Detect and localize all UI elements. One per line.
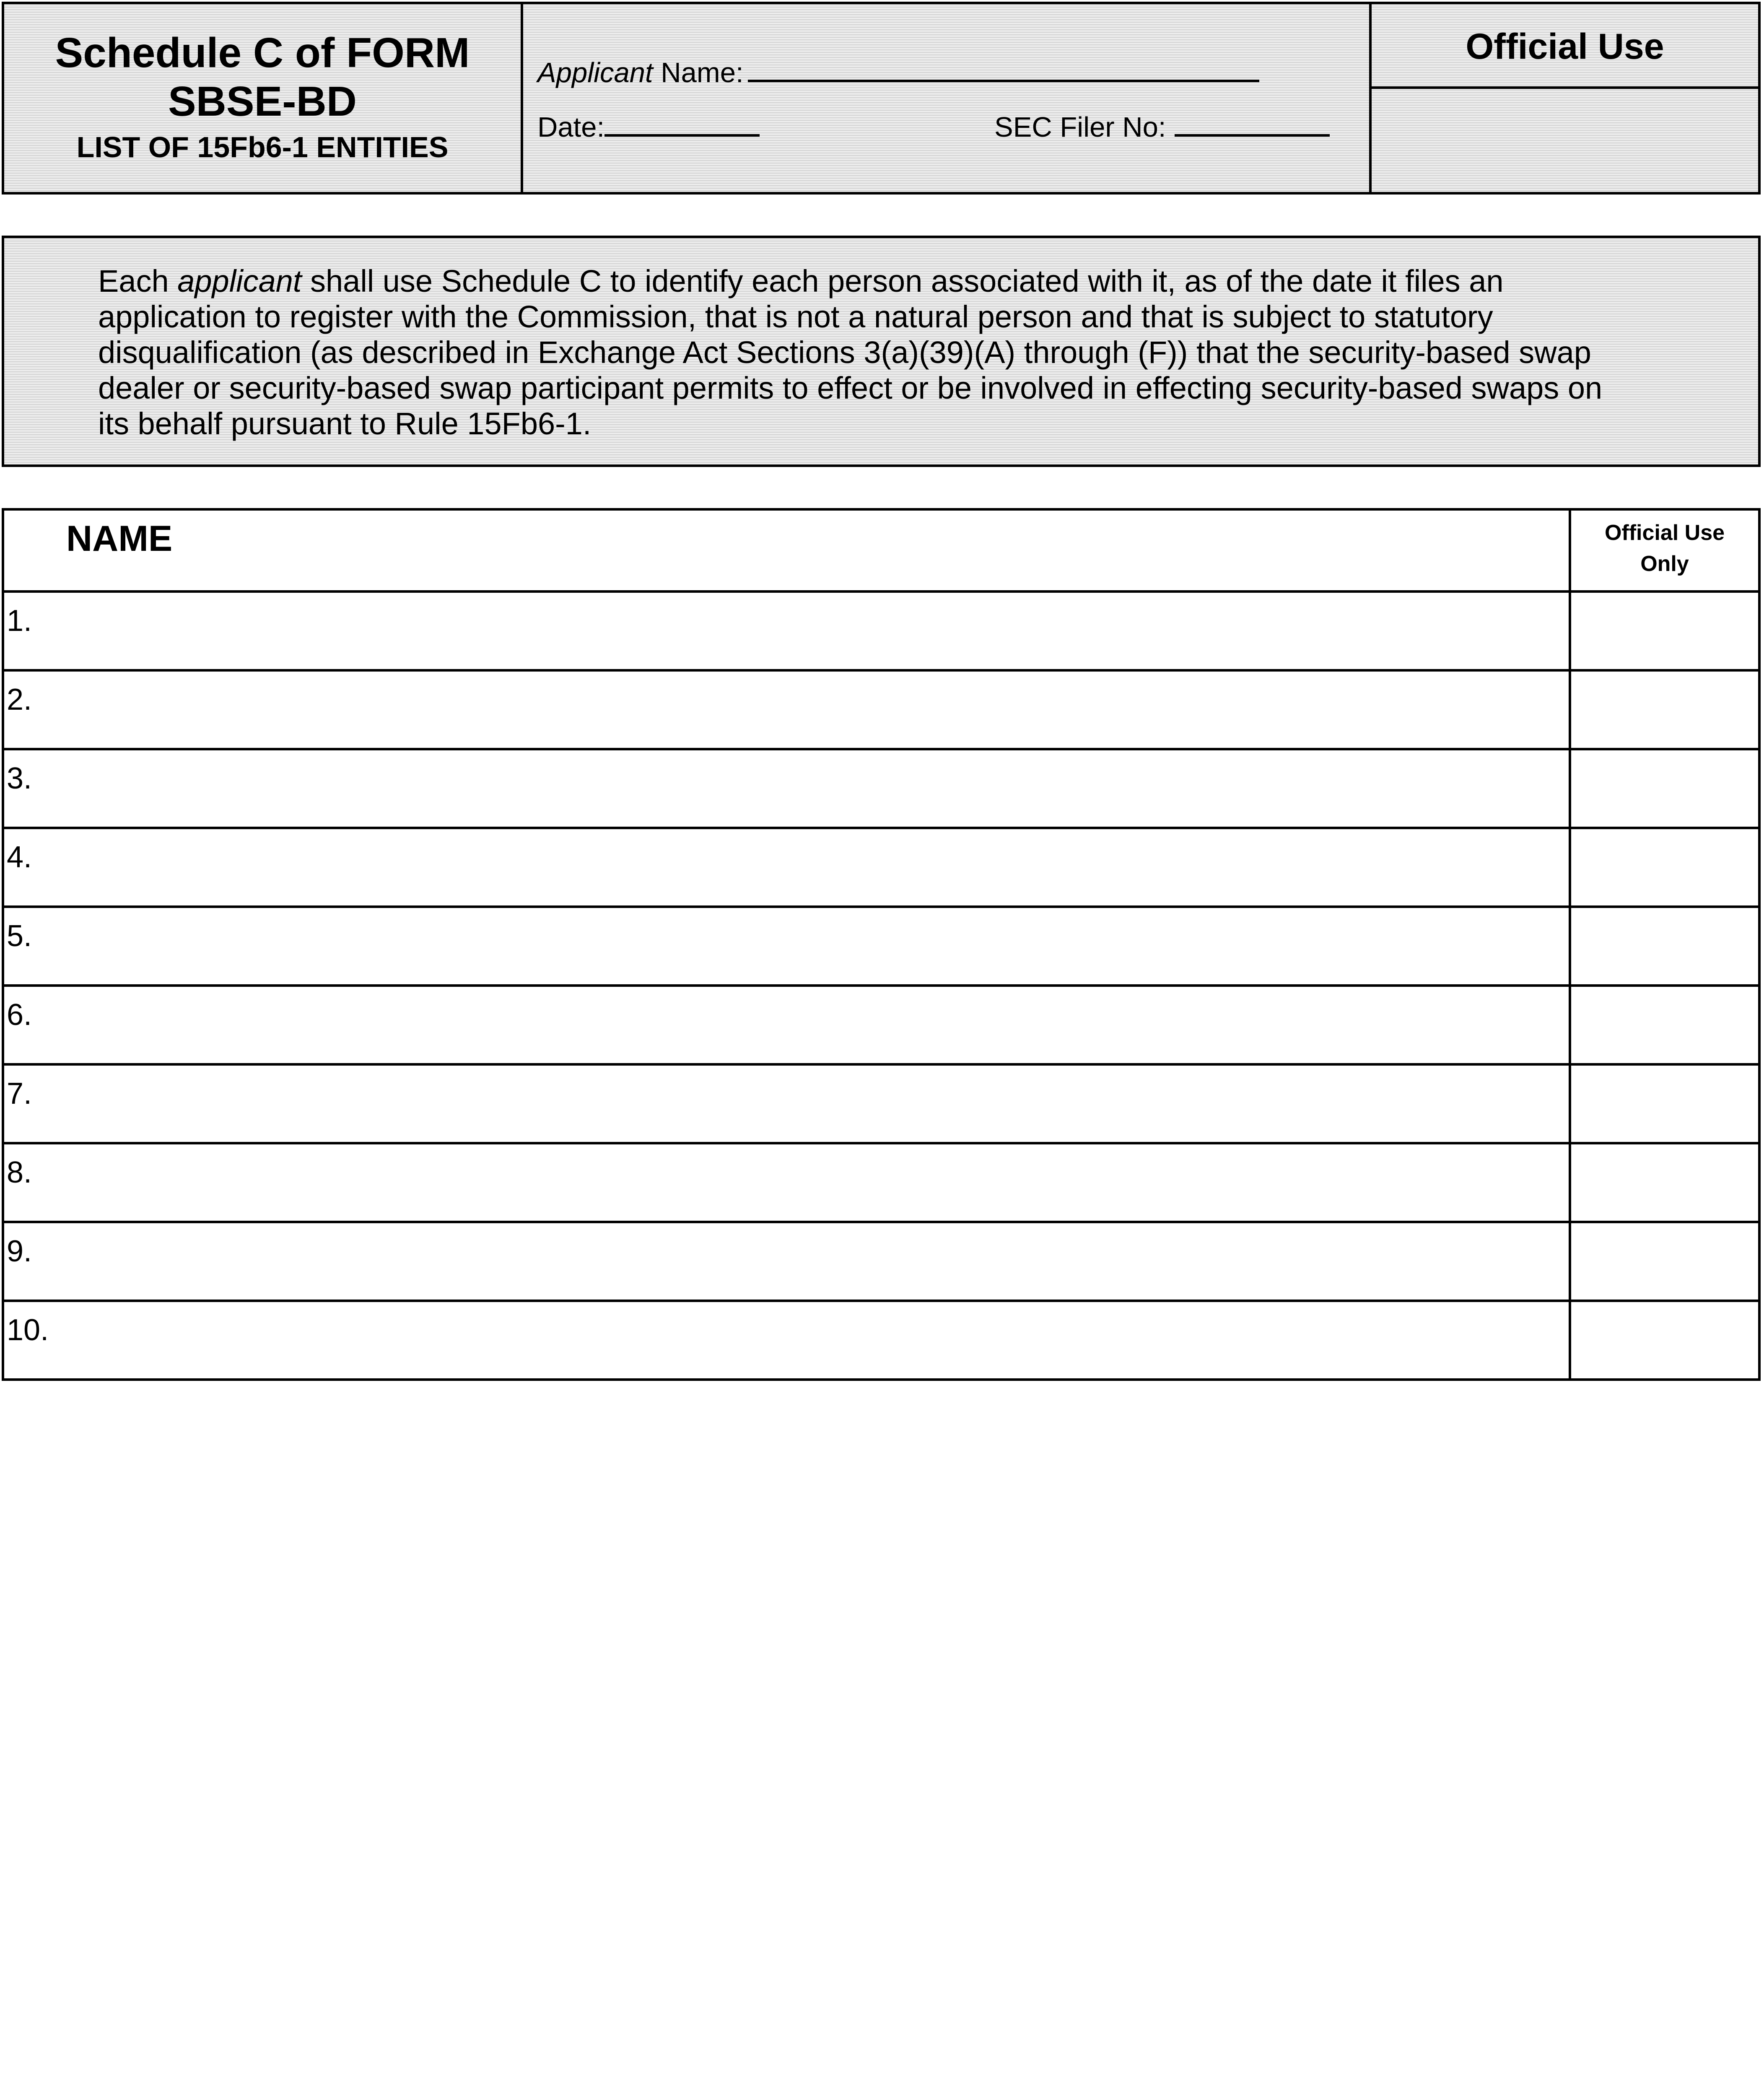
official-use-heading: Official Use [1372, 4, 1758, 89]
official-use-box [1372, 89, 1758, 192]
applicant-label-italic: Applicant [537, 57, 653, 88]
instructions-prefix: Each [98, 264, 178, 298]
official-use-cell [1570, 907, 1759, 986]
official-use-cell [1570, 986, 1759, 1064]
applicant-info-cell [523, 4, 1372, 192]
official-use-cell [1570, 591, 1759, 670]
name-entry-cell[interactable]: 2. [3, 670, 1570, 749]
form-subtitle: LIST OF 15Fb6-1 ENTITIES [76, 131, 449, 163]
applicant-name-line [537, 54, 1259, 89]
name-entry-cell[interactable]: 5. [3, 907, 1570, 986]
form-title-line1: Schedule C of FORM [55, 29, 470, 76]
entity-table [2, 508, 1761, 1381]
sec-filer-line [994, 108, 1330, 143]
table-row [3, 1222, 1759, 1301]
official-use-cell [1570, 1301, 1759, 1380]
name-column-header: NAME [3, 509, 1570, 591]
instructions-box [2, 236, 1761, 467]
official-use-only-header [1570, 509, 1759, 591]
official-use-only-line2: Only [1640, 552, 1689, 576]
name-entry-cell[interactable]: 1. [3, 591, 1570, 670]
instructions-text: shall use Schedule C to identify each person associated with it, as of the date it files an application to register with the Commission, that is not a natural person and that is subject to statutory disqualification (as described in Exchange Act Sections 3(a)(39)(A) through (F)) that the security-based swap dealer or security-based swap participant permits to effect or be involved in effecting security-based swaps on its behalf pursuant to Rule 15Fb6-1. [98, 264, 1603, 441]
sec-filer-label: SEC Filer No: [994, 112, 1166, 143]
table-row [3, 1143, 1759, 1222]
table-row [3, 1064, 1759, 1143]
table-row [3, 591, 1759, 670]
official-use-cell [1570, 1064, 1759, 1143]
date-line [537, 108, 760, 143]
official-use-only-line1: Official Use [1604, 521, 1725, 545]
official-use-cell [1570, 1143, 1759, 1222]
table-row [3, 1301, 1759, 1380]
name-entry-cell[interactable]: 4. [3, 828, 1570, 907]
official-use-cell [1570, 749, 1759, 828]
official-use-cell [1570, 828, 1759, 907]
table-header-row [3, 509, 1759, 591]
instructions-italic-word: applicant [177, 264, 302, 298]
form-header [2, 2, 1761, 195]
table-row [3, 828, 1759, 907]
sec-filer-field[interactable] [1175, 108, 1330, 137]
official-use-cell [1570, 670, 1759, 749]
name-entry-cell[interactable]: 3. [3, 749, 1570, 828]
applicant-name-label: Name: [653, 57, 744, 88]
official-use-cell [1570, 1222, 1759, 1301]
name-entry-cell[interactable]: 7. [3, 1064, 1570, 1143]
date-label: Date: [537, 112, 605, 143]
name-entry-cell[interactable]: 9. [3, 1222, 1570, 1301]
name-entry-cell[interactable]: 6. [3, 986, 1570, 1064]
date-field[interactable] [604, 108, 760, 137]
table-row [3, 907, 1759, 986]
table-row [3, 670, 1759, 749]
applicant-name-field[interactable] [748, 54, 1259, 82]
table-row [3, 749, 1759, 828]
name-entry-cell[interactable]: 8. [3, 1143, 1570, 1222]
form-title-line2: SBSE-BD [168, 78, 357, 125]
table-row [3, 986, 1759, 1064]
name-entry-cell[interactable]: 10. [3, 1301, 1570, 1380]
title-cell [4, 4, 523, 192]
official-use-cell [1372, 4, 1758, 192]
